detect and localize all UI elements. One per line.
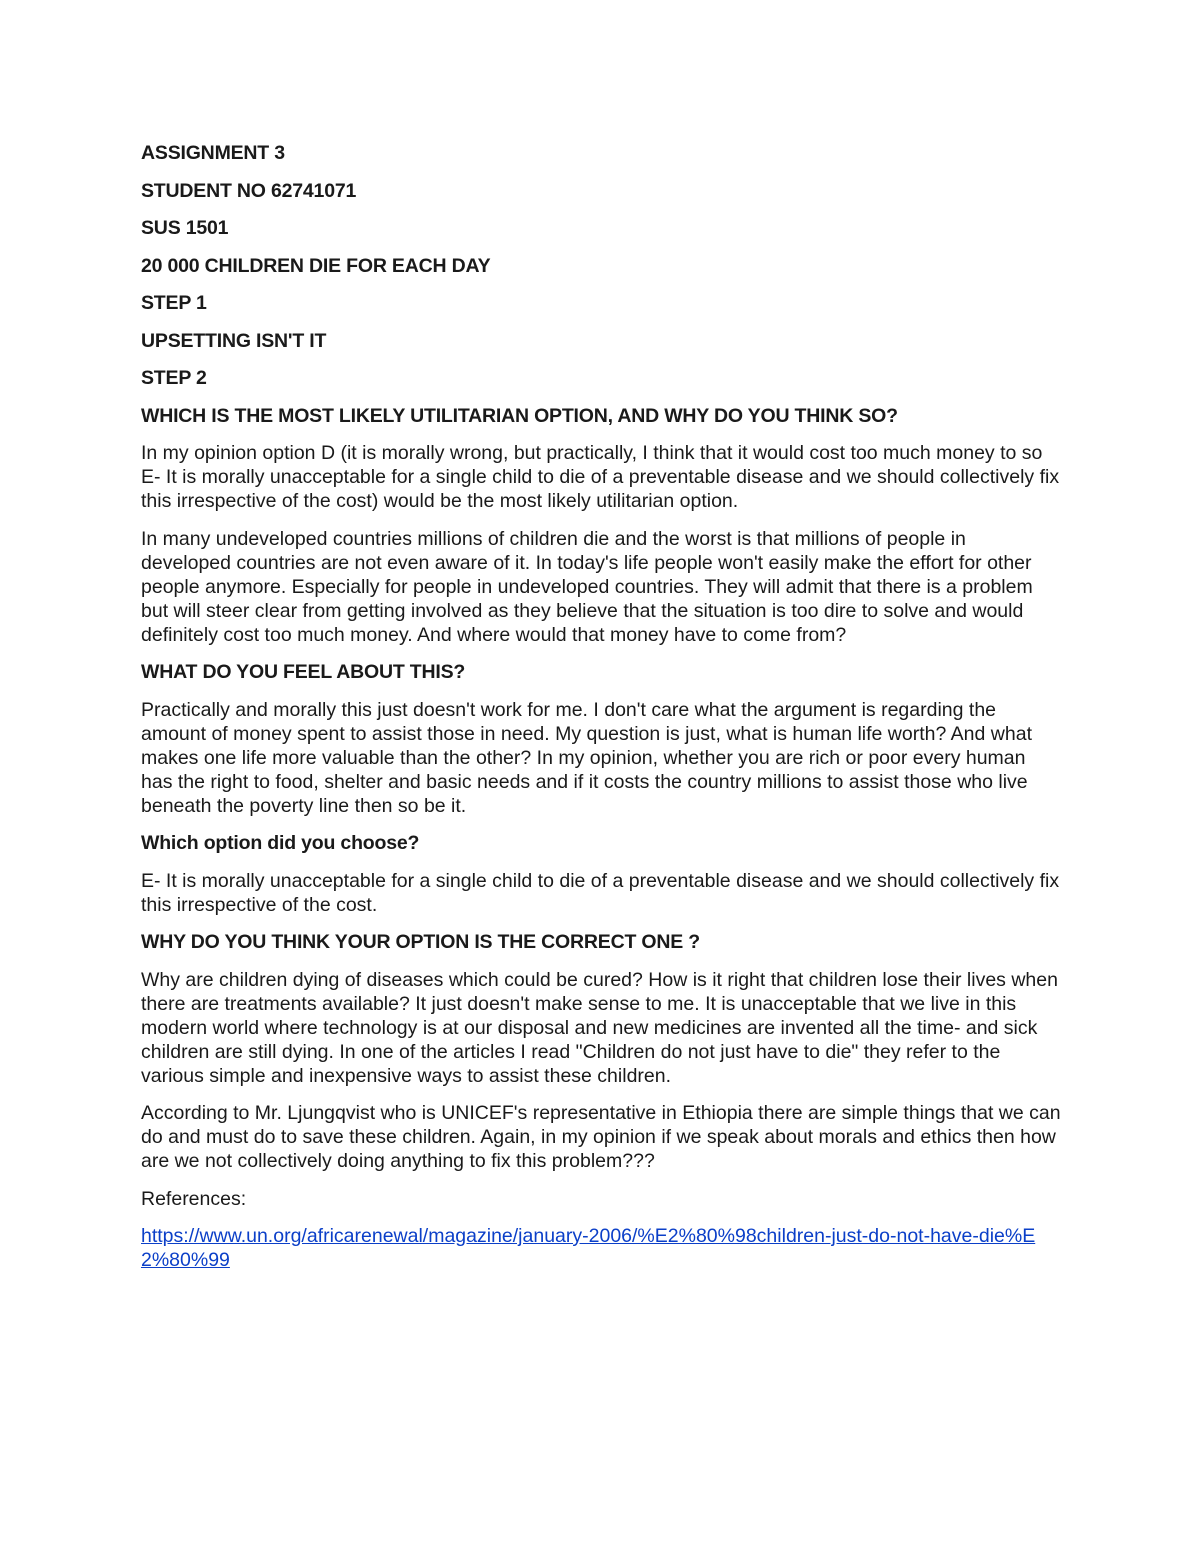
answer-feel: Practically and morally this just doesn't work for me. I don't care what the argument is regarding the amount of money spent to assist those in need. My question is just, what is human life worth? And what makes one life more valuable than the other? In my opinion, whether you are rich or poor every human has the right to food, shelter and basic needs and if it costs the country millions to assist those who live beneath the poverty line then so be it.	[141, 698, 1032, 817]
answer-utilitarian-p1: In my opinion option D (it is morally wrong, but practically, I think that it would cost too much money to so E- It is morally unacceptable for a single child to die of a preventable disease and we should collectively fix this irrespective of the cost) would be the most likely utilitarian option.	[141, 442, 1060, 512]
question-feel: WHAT DO YOU FEEL ABOUT THIS?	[141, 661, 466, 683]
answer-why-correct-p1: Why are children dying of diseases which could be cured? How is it right that children lose their lives when there are treatments available? It just doesn't make sense to me. It is unacceptable that we live in this modern world where technology is at our disposal and new medicines are invented all the time- and sick children are still dying. In one of the articles I read "Children do not just have to die" they refer to the various simple and inexpensive ways to assist these children.	[141, 968, 1058, 1087]
document-body	[141, 141, 1061, 1286]
reference-link[interactable]: https://www.un.org/africarenewal/magazine/january-2006/%E2%80%98children-just-do-not-have-die%E2%80%99	[141, 1225, 1036, 1271]
answer-utilitarian-p2: In many undeveloped countries millions of children die and the worst is that millions of people in developed countries are not even aware of it. In today's life people won't easily make the effort for other people anymore. Especially for people in undeveloped countries. They will admit that there is a problem but will steer clear from getting involved as they believe that the situation is too dire to solve and would definitely cost too much money. And where would that money have to come from?	[141, 527, 1033, 646]
references-label: References:	[141, 1187, 247, 1210]
module-code: SUS 1501	[141, 217, 229, 239]
question-utilitarian: WHICH IS THE MOST LIKELY UTILITARIAN OPTION, AND WHY DO YOU THINK SO?	[141, 404, 898, 427]
step1-text: UPSETTING ISN'T IT	[141, 329, 327, 352]
step2-label: STEP 2	[141, 367, 207, 389]
step1-label: STEP 1	[141, 292, 207, 314]
question-why-correct: WHY DO YOU THINK YOUR OPTION IS THE CORRECT ONE ?	[141, 931, 700, 953]
student-number: STUDENT NO 62741071	[141, 179, 357, 202]
assignment-title: ASSIGNMENT 3	[141, 142, 285, 164]
topic-heading: 20 000 CHILDREN DIE FOR EACH DAY	[141, 254, 491, 277]
references-entry	[141, 1224, 1061, 1272]
answer-why-correct-p2: According to Mr. Ljungqvist who is UNICEF's representative in Ethiopia there are simple things that we can do and must do to save these children. Again, in my opinion if we speak about morals and ethics then how are we not collectively doing anything to fix this problem???	[141, 1102, 1061, 1172]
answer-option-chosen: E- It is morally unacceptable for a single child to die of a preventable disease and we should collectively fix this irrespective of the cost.	[141, 869, 1060, 916]
question-option-chosen: Which option did you choose?	[141, 832, 420, 854]
